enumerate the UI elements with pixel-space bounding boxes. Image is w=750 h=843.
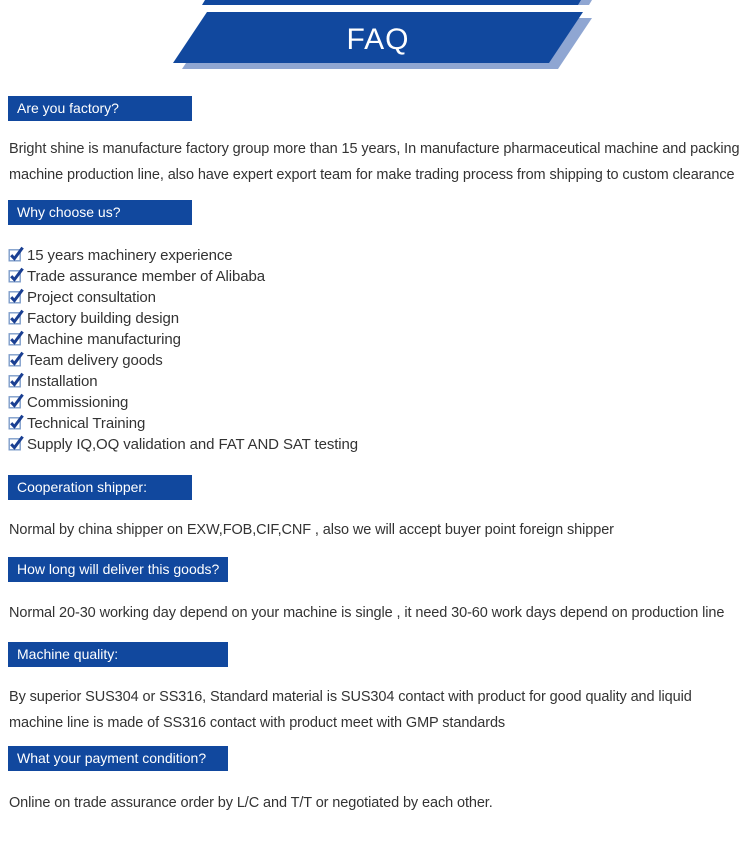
checklist-item xyxy=(8,350,750,371)
checklist-item-label: Machine manufacturing xyxy=(27,331,181,348)
section-body-payment: Online on trade assurance order by L/C and T/T or negotiated by each other. xyxy=(9,795,493,811)
section-heading-payment: What your payment condition? xyxy=(8,746,228,771)
banner-title: FAQ xyxy=(346,23,410,56)
checklist-item-label: Installation xyxy=(27,373,98,390)
checklist-item xyxy=(8,434,750,455)
section-heading-why-choose-us: Why choose us? xyxy=(8,200,192,225)
section-body-shipper: Normal by china shipper on EXW,FOB,CIF,CNF , also we will accept buyer point foreign shipper xyxy=(9,522,614,538)
checklist-item xyxy=(8,245,750,266)
checklist-item-label: 15 years machinery experience xyxy=(27,247,233,264)
faq-banner xyxy=(0,0,750,72)
top-sliver-shape xyxy=(202,0,581,5)
section-heading-shipper: Cooperation shipper: xyxy=(8,475,192,500)
section-heading-delivery: How long will deliver this goods? xyxy=(8,557,228,582)
checkbox-checked-icon xyxy=(8,351,24,367)
checklist-item xyxy=(8,413,750,434)
checkbox-checked-icon xyxy=(8,435,24,451)
checklist-item xyxy=(8,266,750,287)
section-heading-factory: Are you factory? xyxy=(8,96,192,121)
checkbox-checked-icon xyxy=(8,246,24,262)
checkbox-checked-icon xyxy=(8,288,24,304)
checklist-item xyxy=(8,308,750,329)
checklist-item-label: Project consultation xyxy=(27,289,156,306)
checklist-item-label: Team delivery goods xyxy=(27,352,163,369)
checkbox-checked-icon xyxy=(8,393,24,409)
checklist-item xyxy=(8,329,750,350)
checklist-item-label: Commissioning xyxy=(27,394,129,411)
checkbox-checked-icon xyxy=(8,309,24,325)
checkbox-checked-icon xyxy=(8,267,24,283)
checklist-item-label: Technical Training xyxy=(27,415,146,432)
section-body-delivery: Normal 20-30 working day depend on your machine is single , it need 30-60 work days depend on production line xyxy=(9,605,725,621)
section-body-quality: By superior SUS304 or SS316, Standard material is SUS304 contact with product for good quality and liquid machine line is made of SS316 contact with product meet with GMP standards xyxy=(9,689,692,731)
checklist-item xyxy=(8,371,750,392)
checkbox-checked-icon xyxy=(8,372,24,388)
section-body-factory: Bright shine is manufacture factory group more than 15 years, In manufacture pharmaceutical machine and packing machine production line, also have expert export team for make trading process from shipping to custom clearance xyxy=(9,141,740,183)
checklist-item xyxy=(8,392,750,413)
section-heading-quality: Machine quality: xyxy=(8,642,228,667)
why-choose-us-list xyxy=(8,245,750,455)
checklist-item-label: Supply IQ,OQ validation and FAT AND SAT testing xyxy=(27,436,359,453)
checklist-item xyxy=(8,287,750,308)
checkbox-checked-icon xyxy=(8,330,24,346)
checkbox-checked-icon xyxy=(8,414,24,430)
checklist-item-label: Factory building design xyxy=(27,310,179,327)
checklist-item-label: Trade assurance member of Alibaba xyxy=(27,268,265,285)
